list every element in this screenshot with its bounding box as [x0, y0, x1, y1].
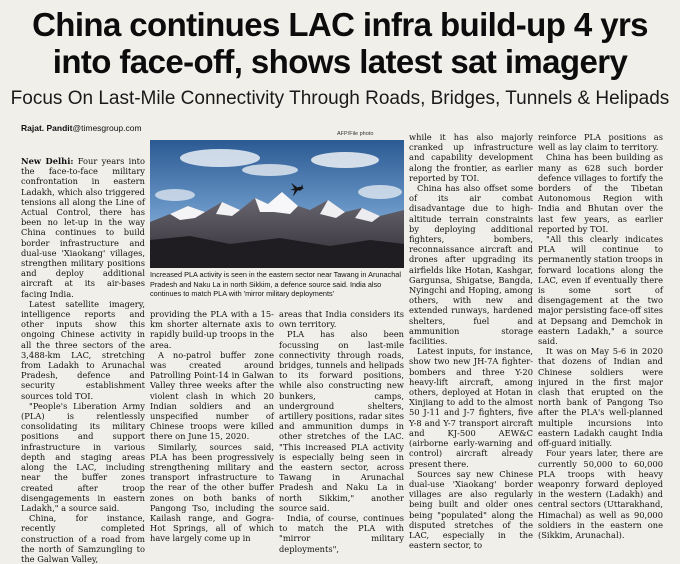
paragraph: China has also offset some of its air combat disadvantage due to high-altitude terrain constraints by deploying additional fighters, bombers, reconnaissance aircraft and drones after upgrading its airfields like Hotan, Kashgar, Gargunsa, Shigatse, Bangda, Nyingchi and Hoping, among others, with new and extended runways, hardened shelters, fuel and ammunition storage facilities. — [409, 183, 533, 347]
paragraph: Similarly, sources said, PLA has been progressively strengthening military and transport infrastructure to the rear of the other buffer zones on both banks of Pangong Tso, including the Kailash range, and Gogra-Hot Springs, all of which have largely come up in — [150, 441, 274, 544]
column-4 — [409, 132, 533, 551]
paragraph: PLA has also been focussing on last-mile connectivity through roads, bridges, tunnels and helipads to its forward positions, while also constructing new bunkers, camps, underground shelters, artillery positions, radar sites and ammunition dumps in other stretches of the LAC. "This increased PLA activity is especially being seen in the eastern sector, across Tawang in Arunachal Pradesh and Naku La in north Sikkim," another source said. — [279, 329, 404, 513]
paragraph: India, of course, continues to match the PLA with "mirror military deployments", — [279, 513, 404, 554]
photo-credit: AFP/File photo — [337, 131, 374, 137]
subheadline: Focus On Last-Mile Connectivity Through Roads, Bridges, Tunnels & Helipads — [10, 88, 670, 109]
paragraph: China, for instance, recently completed construction of a road from the north of Samzungling to the Galwan Valley, — [21, 513, 145, 564]
column-5 — [538, 132, 663, 540]
paragraph: "All this clearly indicates PLA will continue to permanently station troops in forward locations along the LAC, even if eventually there is some sort of disengagement at the two major persisting face-off sites at Depsang and Demchok in eastern Ladakh," a source said. — [538, 234, 663, 347]
paragraph: "People's Liberation Army (PLA) is relentlessly consolidating its military positions and support infrastructure in various depth and staging areas along the LAC, including near the buffer zones created after troop disengagements in eastern Ladakh," a source said. — [21, 400, 145, 513]
column-2 — [150, 309, 274, 544]
paragraph: providing the PLA with a 15-km shorter alternate axis to rapidly build-up troops in the area. — [150, 309, 274, 350]
paragraph: Sources say new Chinese dual-use 'Xiaokang' border villages are also regularly being built and older ones being "populated" along the disputed stretches of the LAC, especially in the eastern sector, to — [409, 468, 533, 551]
column-1 — [21, 156, 145, 564]
paragraph — [21, 156, 145, 299]
paragraph: areas that India considers its own territory. — [279, 309, 404, 330]
headline-line-2: into face-off, shows latest sat imagery — [52, 43, 628, 80]
photo-caption: Increased PLA activity is seen in the eastern sector near Tawang in Arunachal Pradesh and Naku La in north Sikkim, a defence source said. India also continues to match PLA with 'mirror military deployments' — [150, 270, 401, 299]
byline — [21, 123, 142, 133]
paragraph: A no-patrol buffer zone was created around Patrolling Point-14 in Galwan Valley three weeks after the violent clash in which 20 Indian soldiers and an unspecified number of Chinese troops were killed there on June 15, 2020. — [150, 349, 274, 442]
paragraph: China has been building as many as 628 such border defence villages to fortify the borders of the Tibetan Autonomous Region with India and Bhutan over the last few years, as earlier reported by TOI. — [538, 152, 663, 234]
dateline: New Delhi: — [21, 156, 74, 166]
paragraph-text: Four years into the face-to-face military confrontation in eastern Ladakh, which also triggered tensions all along the Line of Actual Control, there has been no let-up in the way China continues to build border infrastructure and dual-use 'Xiaokang' villages, strengthen military positions and deploy additional aircraft at its air-bases facing India. — [21, 156, 145, 299]
mountains-jet-photo-icon — [150, 140, 404, 268]
headline — [0, 6, 680, 80]
paragraph: It was on May 5-6 in 2020 that dozens of Indian and Chinese soldiers were injured in the first major clash that erupted on the north bank of Pangong Tso after the PLA's well-planned multiple incursions into eastern Ladakh caught India off-guard initially. — [538, 346, 663, 449]
byline-name: Rajat. Pandit — [21, 123, 73, 133]
paragraph: Four years later, there are currently 50,000 to 60,000 PLA troops with heavy weaponry forward deployed in the western (Ladakh) and central sectors (Uttarakhand, Himachal) as well as 90,000 soldiers in the eastern one (Sikkim, Arunachal). — [538, 448, 663, 540]
paragraph: Latest satellite imagery, intelligence reports and other inputs show this ongoing Chinese activity in all the three sectors of the 3,488-km LAC, stretching from Ladakh to Arunachal Pradesh, defence and security establishment sources told TOI. — [21, 298, 145, 401]
paragraph: Latest inputs, for instance, show two new JH-7A fighter-bombers and three Y-20 heavy-lift aircraft, among others, deployed at Hotan in Xinjiang to add to the almost 50 J-11 and J-7 fighters, five Y-8 and Y-7 transport aircraft and KJ-500 AEW&C (airborne early-warning and control) aircraft already present there. — [409, 346, 533, 469]
byline-email: @timesgroup.com — [72, 123, 142, 133]
paragraph: while it has also majorly cranked up infrastructure and capability development along the frontier, as earlier reported by TOI. — [409, 132, 533, 183]
column-3 — [279, 309, 404, 554]
headline-line-1: China continues LAC infra build-up 4 yrs — [32, 6, 648, 43]
paragraph: reinforce PLA positions as well as lay claim to territory. — [538, 132, 663, 153]
news-photo — [150, 140, 404, 268]
